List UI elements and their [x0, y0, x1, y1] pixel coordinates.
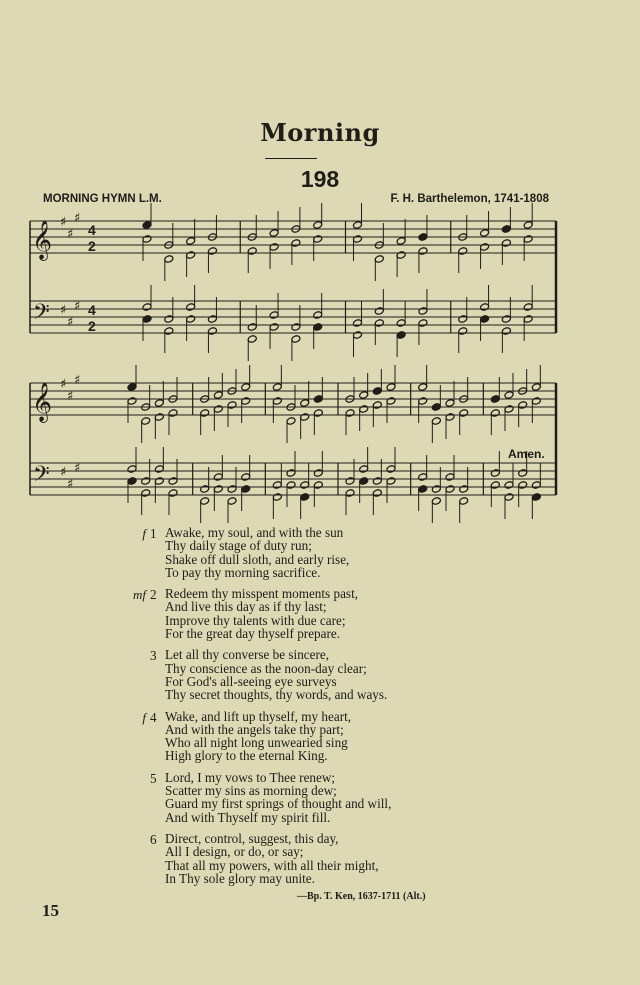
note-head: [353, 331, 363, 340]
sharp-sign: ♯: [74, 461, 81, 476]
note-head: [241, 383, 251, 392]
sharp-sign: ♯: [67, 389, 74, 404]
note-head: [286, 481, 296, 490]
note-head: [396, 331, 406, 340]
verse-line: Let all thy converse be sincere,: [165, 647, 330, 663]
note-head: [345, 477, 355, 486]
note-head: [227, 401, 237, 410]
verse: [128, 526, 548, 579]
note-head: [386, 397, 396, 406]
note-head: [353, 235, 363, 244]
note-head: [168, 409, 178, 418]
note-head: [200, 497, 210, 506]
note-head: [386, 465, 396, 474]
note-head: [313, 311, 323, 320]
verse-line: Improve thy talents with due care;: [165, 612, 346, 628]
sharp-sign: ♯: [67, 477, 74, 492]
verse-line: Awake, my soul, and with the sun: [165, 525, 344, 540]
note-head: [531, 481, 541, 490]
note-head: [418, 485, 428, 494]
note-head: [291, 239, 301, 248]
note-head: [213, 391, 223, 400]
note-head: [418, 233, 428, 242]
note-head: [154, 413, 164, 422]
verse-line: For the great day thyself prepare.: [165, 626, 341, 642]
note-head: [396, 237, 406, 246]
note-head: [374, 307, 384, 316]
verse-line: In Thy sole glory may unite.: [165, 870, 315, 886]
note-head: [241, 397, 251, 406]
composer: F. H. Barthelemon, 1741-1808: [390, 193, 549, 205]
note-head: [459, 497, 469, 506]
note-head: [523, 221, 533, 230]
sharp-sign: ♯: [67, 227, 74, 242]
note-head: [518, 401, 528, 410]
verse: [128, 771, 548, 824]
verse-line: High glory to the eternal King.: [165, 748, 328, 764]
note-head: [374, 319, 384, 328]
note-head: [418, 473, 428, 482]
verse-number: 3: [150, 648, 157, 664]
staff-systems: [30, 203, 556, 523]
verse-dynamic: mf: [133, 587, 146, 603]
note-head: [200, 485, 210, 494]
note-head: [501, 239, 511, 248]
note-head: [164, 255, 174, 264]
note-head: [396, 319, 406, 328]
note-head: [345, 409, 355, 418]
note-head: [164, 327, 174, 336]
verse-line: Scatter my sins as morning dew;: [165, 783, 337, 799]
note-head: [353, 221, 363, 230]
verse: [128, 710, 548, 763]
note-head: [396, 251, 406, 260]
note-head: [313, 409, 323, 418]
note-head: [127, 477, 137, 486]
verse-line: Thy secret thoughts, thy words, and ways.: [165, 687, 388, 703]
note-head: [247, 335, 257, 344]
note-head: [207, 247, 217, 256]
hymn-number: 198: [300, 166, 340, 192]
note-head: [142, 315, 152, 324]
tune-name: MORNING HYMN L.M.: [43, 193, 162, 205]
note-head: [313, 481, 323, 490]
verse: [128, 587, 548, 640]
note-head: [480, 229, 490, 238]
verse-line: All I design, or do, or say;: [165, 844, 304, 860]
sharp-sign: ♯: [67, 315, 74, 330]
note-head: [300, 413, 310, 422]
note-head: [418, 319, 428, 328]
note-head: [359, 391, 369, 400]
note-head: [142, 303, 152, 312]
note-head: [269, 229, 279, 238]
verse-dynamic: f: [142, 526, 146, 541]
note-head: [168, 489, 178, 498]
verse-number: 2: [150, 587, 157, 603]
sharp-sign: ♯: [74, 299, 81, 314]
note-head: [490, 469, 500, 478]
note-head: [241, 485, 251, 494]
note-head: [313, 221, 323, 230]
verse-number: 6: [150, 831, 157, 847]
note-head: [141, 477, 151, 486]
note-head: [458, 315, 468, 324]
verse-line: And live this day as if thy last;: [165, 599, 327, 615]
note-head: [504, 493, 514, 502]
note-head: [186, 237, 196, 246]
note-head: [459, 409, 469, 418]
note-head: [418, 383, 428, 392]
note-head: [445, 413, 455, 422]
note-head: [445, 485, 455, 494]
verses: [128, 526, 548, 893]
note-head: [269, 311, 279, 320]
note-head: [523, 303, 533, 312]
note-head: [531, 493, 541, 502]
attribution: —Bp. T. Ken, 1637-1711 (Alt.): [297, 891, 426, 902]
note-head: [490, 409, 500, 418]
note-head: [168, 477, 178, 486]
time-sig: 2: [88, 238, 96, 254]
note-head: [154, 477, 164, 486]
note-head: [272, 493, 282, 502]
note-head: [490, 481, 500, 490]
note-head: [313, 323, 323, 332]
verse-line: Direct, control, suggest, this day,: [165, 830, 339, 846]
note-head: [431, 417, 441, 426]
note-head: [431, 497, 441, 506]
note-head: [504, 405, 514, 414]
note-head: [227, 485, 237, 494]
note-head: [313, 235, 323, 244]
note-head: [480, 243, 490, 252]
time-sig: 4: [88, 222, 96, 238]
note-head: [531, 383, 541, 392]
note-head: [458, 247, 468, 256]
section-title: Morning: [260, 118, 380, 147]
verse-line: Lord, I my vows to Thee renew;: [165, 769, 336, 785]
verse-number: 5: [150, 770, 157, 786]
note-head: [531, 397, 541, 406]
amen-label: Amen.: [508, 447, 545, 461]
note-head: [141, 417, 151, 426]
note-head: [313, 395, 323, 404]
note-head: [480, 303, 490, 312]
verse-line: Who all night long unwearied sing: [165, 735, 348, 751]
note-head: [213, 485, 223, 494]
page-number: 15: [42, 901, 59, 920]
note-head: [186, 315, 196, 324]
verse-line: For God's all-seeing eye surveys: [165, 673, 337, 689]
verse-line: Redeem thy misspent moments past,: [165, 586, 359, 602]
note-head: [458, 327, 468, 336]
note-head: [490, 395, 500, 404]
note-head: [227, 497, 237, 506]
note-head: [445, 473, 455, 482]
sharp-sign: ♯: [74, 373, 81, 388]
treble-clef: 𝄞: [32, 382, 53, 422]
verse-dynamic: f: [142, 709, 146, 725]
note-head: [291, 323, 301, 332]
note-head: [207, 315, 217, 324]
note-head: [372, 387, 382, 396]
note-head: [272, 397, 282, 406]
note-head: [269, 323, 279, 332]
note-head: [300, 399, 310, 408]
bass-clef: 𝄢: [33, 462, 50, 492]
note-head: [272, 481, 282, 490]
note-head: [142, 221, 152, 230]
note-head: [300, 493, 310, 502]
verse-line: Thy daily stage of duty run;: [165, 538, 312, 554]
note-head: [523, 315, 533, 324]
note-head: [386, 383, 396, 392]
bass-clef: 𝄢: [33, 300, 50, 330]
note-head: [501, 225, 511, 234]
verse-line: To pay thy morning sacrifice.: [165, 564, 321, 580]
time-sig: 2: [88, 318, 96, 334]
note-head: [127, 397, 137, 406]
note-head: [141, 489, 151, 498]
note-head: [207, 327, 217, 336]
note-head: [518, 481, 528, 490]
note-head: [127, 383, 137, 392]
note-head: [186, 251, 196, 260]
note-head: [372, 401, 382, 410]
note-head: [127, 465, 137, 474]
note-head: [269, 243, 279, 252]
note-head: [272, 383, 282, 392]
sharp-sign: ♯: [74, 211, 81, 226]
treble-clef: 𝄞: [32, 220, 53, 260]
note-head: [359, 477, 369, 486]
verse-line: Thy conscience as the noon-day clear;: [165, 660, 367, 676]
note-head: [504, 391, 514, 400]
note-head: [154, 399, 164, 408]
note-head: [213, 405, 223, 414]
verse: [128, 832, 548, 885]
note-head: [518, 469, 528, 478]
sharp-sign: ♯: [60, 303, 67, 318]
verse: [128, 648, 548, 701]
verse-line: And with Thyself my spirit fill.: [165, 809, 331, 825]
sharp-sign: ♯: [60, 465, 67, 480]
note-head: [480, 315, 490, 324]
note-head: [213, 473, 223, 482]
note-head: [300, 481, 310, 490]
sharp-sign: ♯: [60, 377, 67, 392]
note-head: [142, 235, 152, 244]
note-head: [359, 405, 369, 414]
note-head: [418, 307, 428, 316]
note-head: [286, 417, 296, 426]
note-head: [291, 335, 301, 344]
verse-line: Wake, and lift up thyself, my heart,: [165, 708, 352, 724]
note-head: [431, 403, 441, 412]
note-head: [247, 323, 257, 332]
verse-line: That all my powers, with all their might,: [165, 857, 379, 873]
note-head: [241, 473, 251, 482]
note-head: [164, 315, 174, 324]
verse-line: Guard my first springs of thought and will,: [165, 796, 392, 812]
note-head: [372, 489, 382, 498]
note-head: [372, 477, 382, 486]
note-head: [501, 327, 511, 336]
note-head: [286, 469, 296, 478]
note-head: [200, 409, 210, 418]
note-head: [418, 397, 428, 406]
note-head: [431, 485, 441, 494]
note-head: [313, 469, 323, 478]
note-head: [386, 477, 396, 486]
note-head: [501, 315, 511, 324]
sharp-sign: ♯: [60, 215, 67, 230]
note-head: [186, 303, 196, 312]
note-head: [374, 255, 384, 264]
note-head: [154, 465, 164, 474]
note-head: [247, 247, 257, 256]
verse-number: 4: [150, 709, 157, 725]
verse-line: And with the angels take thy part;: [165, 721, 344, 737]
note-head: [445, 399, 455, 408]
note-head: [359, 465, 369, 474]
note-head: [345, 489, 355, 498]
time-sig: 4: [88, 302, 96, 318]
note-head: [418, 247, 428, 256]
note-head: [353, 319, 363, 328]
note-head: [504, 481, 514, 490]
verse-number: 1: [150, 526, 157, 541]
note-head: [459, 485, 469, 494]
note-head: [523, 235, 533, 244]
verse-line: Shake off dull sloth, and early rise,: [165, 551, 350, 567]
